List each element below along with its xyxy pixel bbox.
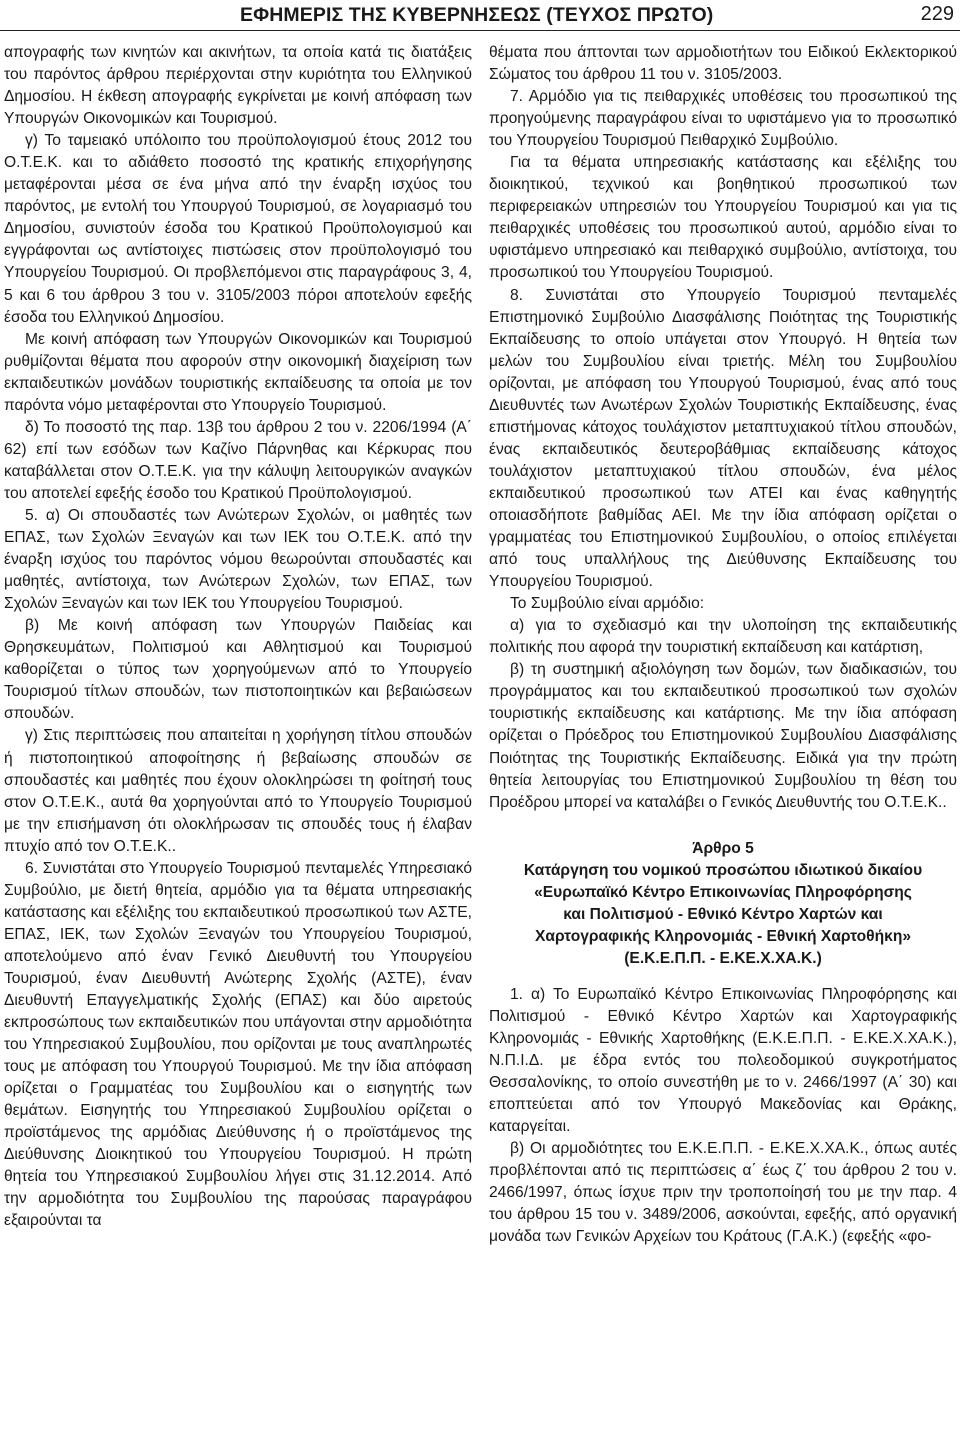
paragraph: Για τα θέματα υπηρεσιακής κατάστασης και εξέλιξης του διοικητικού, τεχνικού και βοηθητικού προσωπικού των περιφερειακών υπηρεσιών του Υπουργείου Τουρισμού και για τις πειθαρχικές υποθέσεις του προσωπικού αυτού, αρμόδιο είναι το υφιστάμενο υπηρεσιακό και πειθαρχικό συμβούλιο, αντίστοιχα, του προσωπικού του Υπουργείου Τουρισμού. — [489, 154, 957, 282]
gazette-title: ΕΦΗΜΕΡΙΣ ΤΗΣ ΚΥΒΕΡΝΗΣΕΩΣ (ΤΕΥΧΟΣ ΠΡΩΤΟ) — [240, 4, 714, 26]
paragraph: β) Οι αρμοδιότητες του Ε.Κ.Ε.Π.Π. - Ε.ΚΕ.Χ.ΧΑ.Κ., όπως αυτές προβλέπονται από τις περιπτώσεις α΄ έως ζ΄ του άρθρου 2 του ν. 2466/1997, όπως ίσχυε πριν την τροποποίησή του με την παρ. 4 του άρθρου 15 του ν. 3489/2006, ασκούνται, εφεξής, από οργανική μονάδα των Γενικών Αρχείων του Κράτους (Γ.Α.Κ.) (εφεξής «φο- — [489, 1140, 957, 1246]
article-title-line: «Ευρωπαϊκό Κέντρο Επικοινωνίας Πληροφόρησης — [534, 883, 912, 901]
page-header — [0, 0, 960, 34]
paragraph: 8. Συνιστάται στο Υπουργείο Τουρισμού πενταμελές Επιστημονικό Συμβούλιο Διασφάλισης Ποιότητας της Τουριστικής Εκπαίδευσης το οποίο υπάγεται στον Υπουργό. Η θητεία των μελών του Συμβουλίου είναι τριετής. Μέλη του Συμβουλίου ορίζονται, με απόφαση του Υπουργού Τουρισμού, ένας από τους Διευθυντές των Ανωτέρων Σχολών Τουριστικής Εκπαίδευσης, ένας επιστήμονας κάτοχος τουλάχιστον μεταπτυχιακού τίτλου σπουδών, ένας εκπαιδευτικός δευτεροβάθμιας εκπαίδευσης κάτοχος τουλάχιστον μεταπτυχιακού τίτλου σπουδών, ένα μέλος εκπαιδευτικού προσωπικού των ΑΤΕΙ και ένας καθηγητής οποιασδήποτε βαθμίδας ΑΕΙ. Με την ίδια απόφαση ορίζεται ο γραμματέας του Επιστημονικού Συμβουλίου, ο οποίος επιλέγεται από τους υπαλλήλους της Διεύθυνσης Εκπαίδευσης του Υπουργείου Τουρισμού. — [489, 286, 957, 591]
article-heading: Άρθρο 5 — [692, 839, 754, 857]
paragraph: α) για το σχεδιασμό και την υλοποίηση της εκπαιδευτικής πολιτικής που αφορά την τουριστική εκπαίδευση και κατάρτιση, — [489, 617, 957, 657]
paragraph: 5. α) Οι σπουδαστές των Ανώτερων Σχολών, οι μαθητές των ΕΠΑΣ, των Σχολών Ξεναγών και των ΙΕΚ του Ο.Τ.Ε.Κ. από την έναρξη ισχύος του παρόντος νόμου θεωρούνται σπουδαστές και μαθητές, αντίστοιχα, των Ανώτερων Σχολών, των ΕΠΑΣ, των Σχολών Ξεναγών και των ΙΕΚ του Υπουργείου Τουρισμού. — [4, 506, 472, 613]
article-title-line: και Πολιτισμού - Εθνικό Κέντρο Χαρτών και — [563, 905, 883, 923]
paragraph: δ) Το ποσοστό της παρ. 13β του άρθρου 2 του ν. 2206/1994 (Α΄ 62) επί των εσόδων των Καζίνο Πάρνηθας και Κέρκυρας που καταβάλλεται στον Ο.Τ.Ε.Κ. για την κάλυψη λειτουργικών αναγκών του αποτελεί εφεξής έσοδο του Κρατικού Προϋπολογισμού. — [4, 418, 472, 502]
left-column — [4, 42, 472, 1233]
paragraph: απογραφής των κινητών και ακινήτων, τα οποία κατά τις διατάξεις του παρόντος άρθρου περιέρχονται στην κυριότητα του Ελληνικού Δημοσίου. Η έκθεση απογραφής εγκρίνεται με κοινή απόφαση των Υπουργών Οικονομικών και Τουρισμού. — [4, 44, 472, 128]
paragraph: 6. Συνιστάται στο Υπουργείο Τουρισμού πενταμελές Υπηρεσιακό Συμβούλιο, με διετή θητεία, αρμόδιο για τα θέματα υπηρεσιακής κατάστασης και εξέλιξης του εκπαιδευτικού προσωπικού των ΑΣΤΕ, ΕΠΑΣ, ΙΕΚ, των Σχολών Ξεναγών του Υπουργείου Τουρισμού, αποτελούμενο από έναν Γενικό Διευθυντή του Υπουργείου Τουρισμού, έναν Διευθυντή Ανώτερης Σχολής (ΑΣΤΕ), έναν Διευθυντή Επαγγελματικής Σχολής (ΕΠΑΣ) και δύο αιρετούς εκπροσώπους των εκπαιδευτικών που υπάγονται στην αρμοδιότητα του Υπηρεσιακού Συμβουλίου, που ορίζονται με τους αναπληρωτές τους με απόφαση του Υπουργού Τουρισμού. Με την ίδια απόφαση ορίζεται ο Γραμματέας του Συμβουλίου και ο εισηγητής των θεμάτων. Εισηγητής του Υπηρεσιακού Συμβουλίου ορίζεται ο προϊστάμενος της αρμόδιας Διεύθυνσης ή ο προϊστάμενος της Διεύθυνσης Διοικητικού του Υπουργείου Τουρισμού. Η πρώτη θητεία του Υπηρεσιακού Συμβουλίου λήγει στις 31.12.2014. Από την αρμοδιότητα του Συμβουλίου της παρούσας παραγράφου εξαιρούνται τα — [4, 859, 472, 1230]
paragraph: γ) Το ταμειακό υπόλοιπο του προϋπολογισμού έτους 2012 του Ο.Τ.Ε.Κ. και το αδιάθετο ποσοστό της κρατικής επιχορήγησης μεταφέρονται μέσα σε ένα μήνα από την έναρξη ισχύος του παρόντος, με εντολή του Υπουργού Τουρισμού, σε λογαριασμό του Δημοσίου, συνιστούν έσοδα του Κρατικού Προϋπολογισμού και εγγράφονται ως αντίστοιχες πιστώσεις στον προϋπολογισμό του Υπουργείου Τουρισμού. Οι προβλεπόμενοι στις παραγράφους 3, 4, 5 και 6 του άρθρου 3 του ν. 3105/2003 πόροι αποτελούν εφεξής έσοδα του Ελληνικού Δημοσίου. — [4, 132, 472, 326]
article-heading-block — [489, 814, 957, 984]
page-number: 229 — [920, 3, 954, 25]
paragraph: Με κοινή απόφαση των Υπουργών Οικονομικών και Τουρισμού ρυθμίζονται θέματα που αφορούν στην οικονομική διαχείριση των εκπαιδευτικών μονάδων τουριστικής εκπαίδευσης τα οποία με τον παρόντα νόμο μεταφέρονται στο Υπουργείο Τουρισμού. — [4, 330, 472, 414]
paragraph: 1. α) Το Ευρωπαϊκό Κέντρο Επικοινωνίας Πληροφόρησης και Πολιτισμού - Εθνικό Κέντρο Χαρτών και Χαρτογραφικής Κληρονομιάς - Εθνικής Χαρτοθήκης (Ε.Κ.Ε.Π.Π. - Ε.ΚΕ.Χ.ΧΑ.Κ.), Ν.Π.Ι.Δ. με έδρα εντός του πολεοδομικού συγκροτήματος Θεσσαλονίκης, το οποίο συνεστήθη με το ν. 2466/1997 (Α΄ 30) και εποπτεύεται από τον Υπουργό Μακεδονίας και Θράκης, καταργείται. — [489, 985, 957, 1136]
paragraph: Το Συμβούλιο είναι αρμόδιο: — [510, 595, 705, 613]
article-title-line: (Ε.Κ.Ε.Π.Π. - Ε.ΚΕ.Χ.ΧΑ.Κ.) — [624, 949, 822, 967]
paragraph: β) τη συστημική αξιολόγηση των δομών, των διαδικασιών, του προγράμματος και του εκπαιδευτικού προσωπικού των σχολών τουριστικής εκπαίδευσης και κατάρτισης. Με την ίδια απόφαση ορίζεται ο Πρόεδρος του Επιστημονικού Συμβουλίου Διασφάλισης Ποιότητας της Τουριστικής Εκπαίδευσης. Ειδικά για την πρώτη θητεία λειτουργίας του Επιστημονικού Συμβουλίου τη θέση του Προέδρου μπορεί να καταλάβει ο Γενικός Διευθυντής του Ο.Τ.Ε.Κ.. — [489, 661, 957, 811]
paragraph: 7. Αρμόδιο για τις πειθαρχικές υποθέσεις του προσωπικού της προηγούμενης παραγράφου είναι το υφιστάμενο για το προσωπικό του Υπουργείου Τουρισμού Πειθαρχικό Συμβούλιο. — [489, 88, 957, 150]
article-title-line: Κατάργηση του νομικού προσώπου ιδιωτικού δικαίου — [523, 861, 923, 879]
header-rule — [0, 30, 960, 31]
paragraph: θέματα που άπτονται των αρμοδιοτήτων του Ειδικού Εκλεκτορικού Σώματος του άρθρου 11 του ν. 3105/2003. — [489, 44, 957, 84]
paragraph: γ) Στις περιπτώσεις που απαιτείται η χορήγηση τίτλου σπουδών ή πιστοποιητικού αποφοίτησης ή βεβαίωσης σπουδών σε σπουδαστές και μαθητές που έχουν ολοκληρώσει τη φοίτησή τους στον Ο.Τ.Ε.Κ., αυτά θα χορηγούνται από το Υπουργείο Τουρισμού με την επισήμανση ότι ολοκλήρωσαν τις σπουδές τους ή έλαβαν πτυχίο από τον Ο.Τ.Ε.Κ.. — [4, 727, 472, 855]
right-column — [489, 42, 957, 1248]
paragraph: β) Με κοινή απόφαση των Υπουργών Παιδείας και Θρησκευμάτων, Πολιτισμού και Αθλητισμού και Τουρισμού καθορίζεται ο τύπος των χορηγούμενων από το Υπουργείο Τουρισμού τίτλων σπουδών, των πιστοποιητικών και βεβαιώσεων σπουδών. — [4, 617, 472, 723]
article-title-line: Χαρτογραφικής Κληρονομιάς - Εθνική Χαρτοθήκη» — [534, 927, 912, 945]
